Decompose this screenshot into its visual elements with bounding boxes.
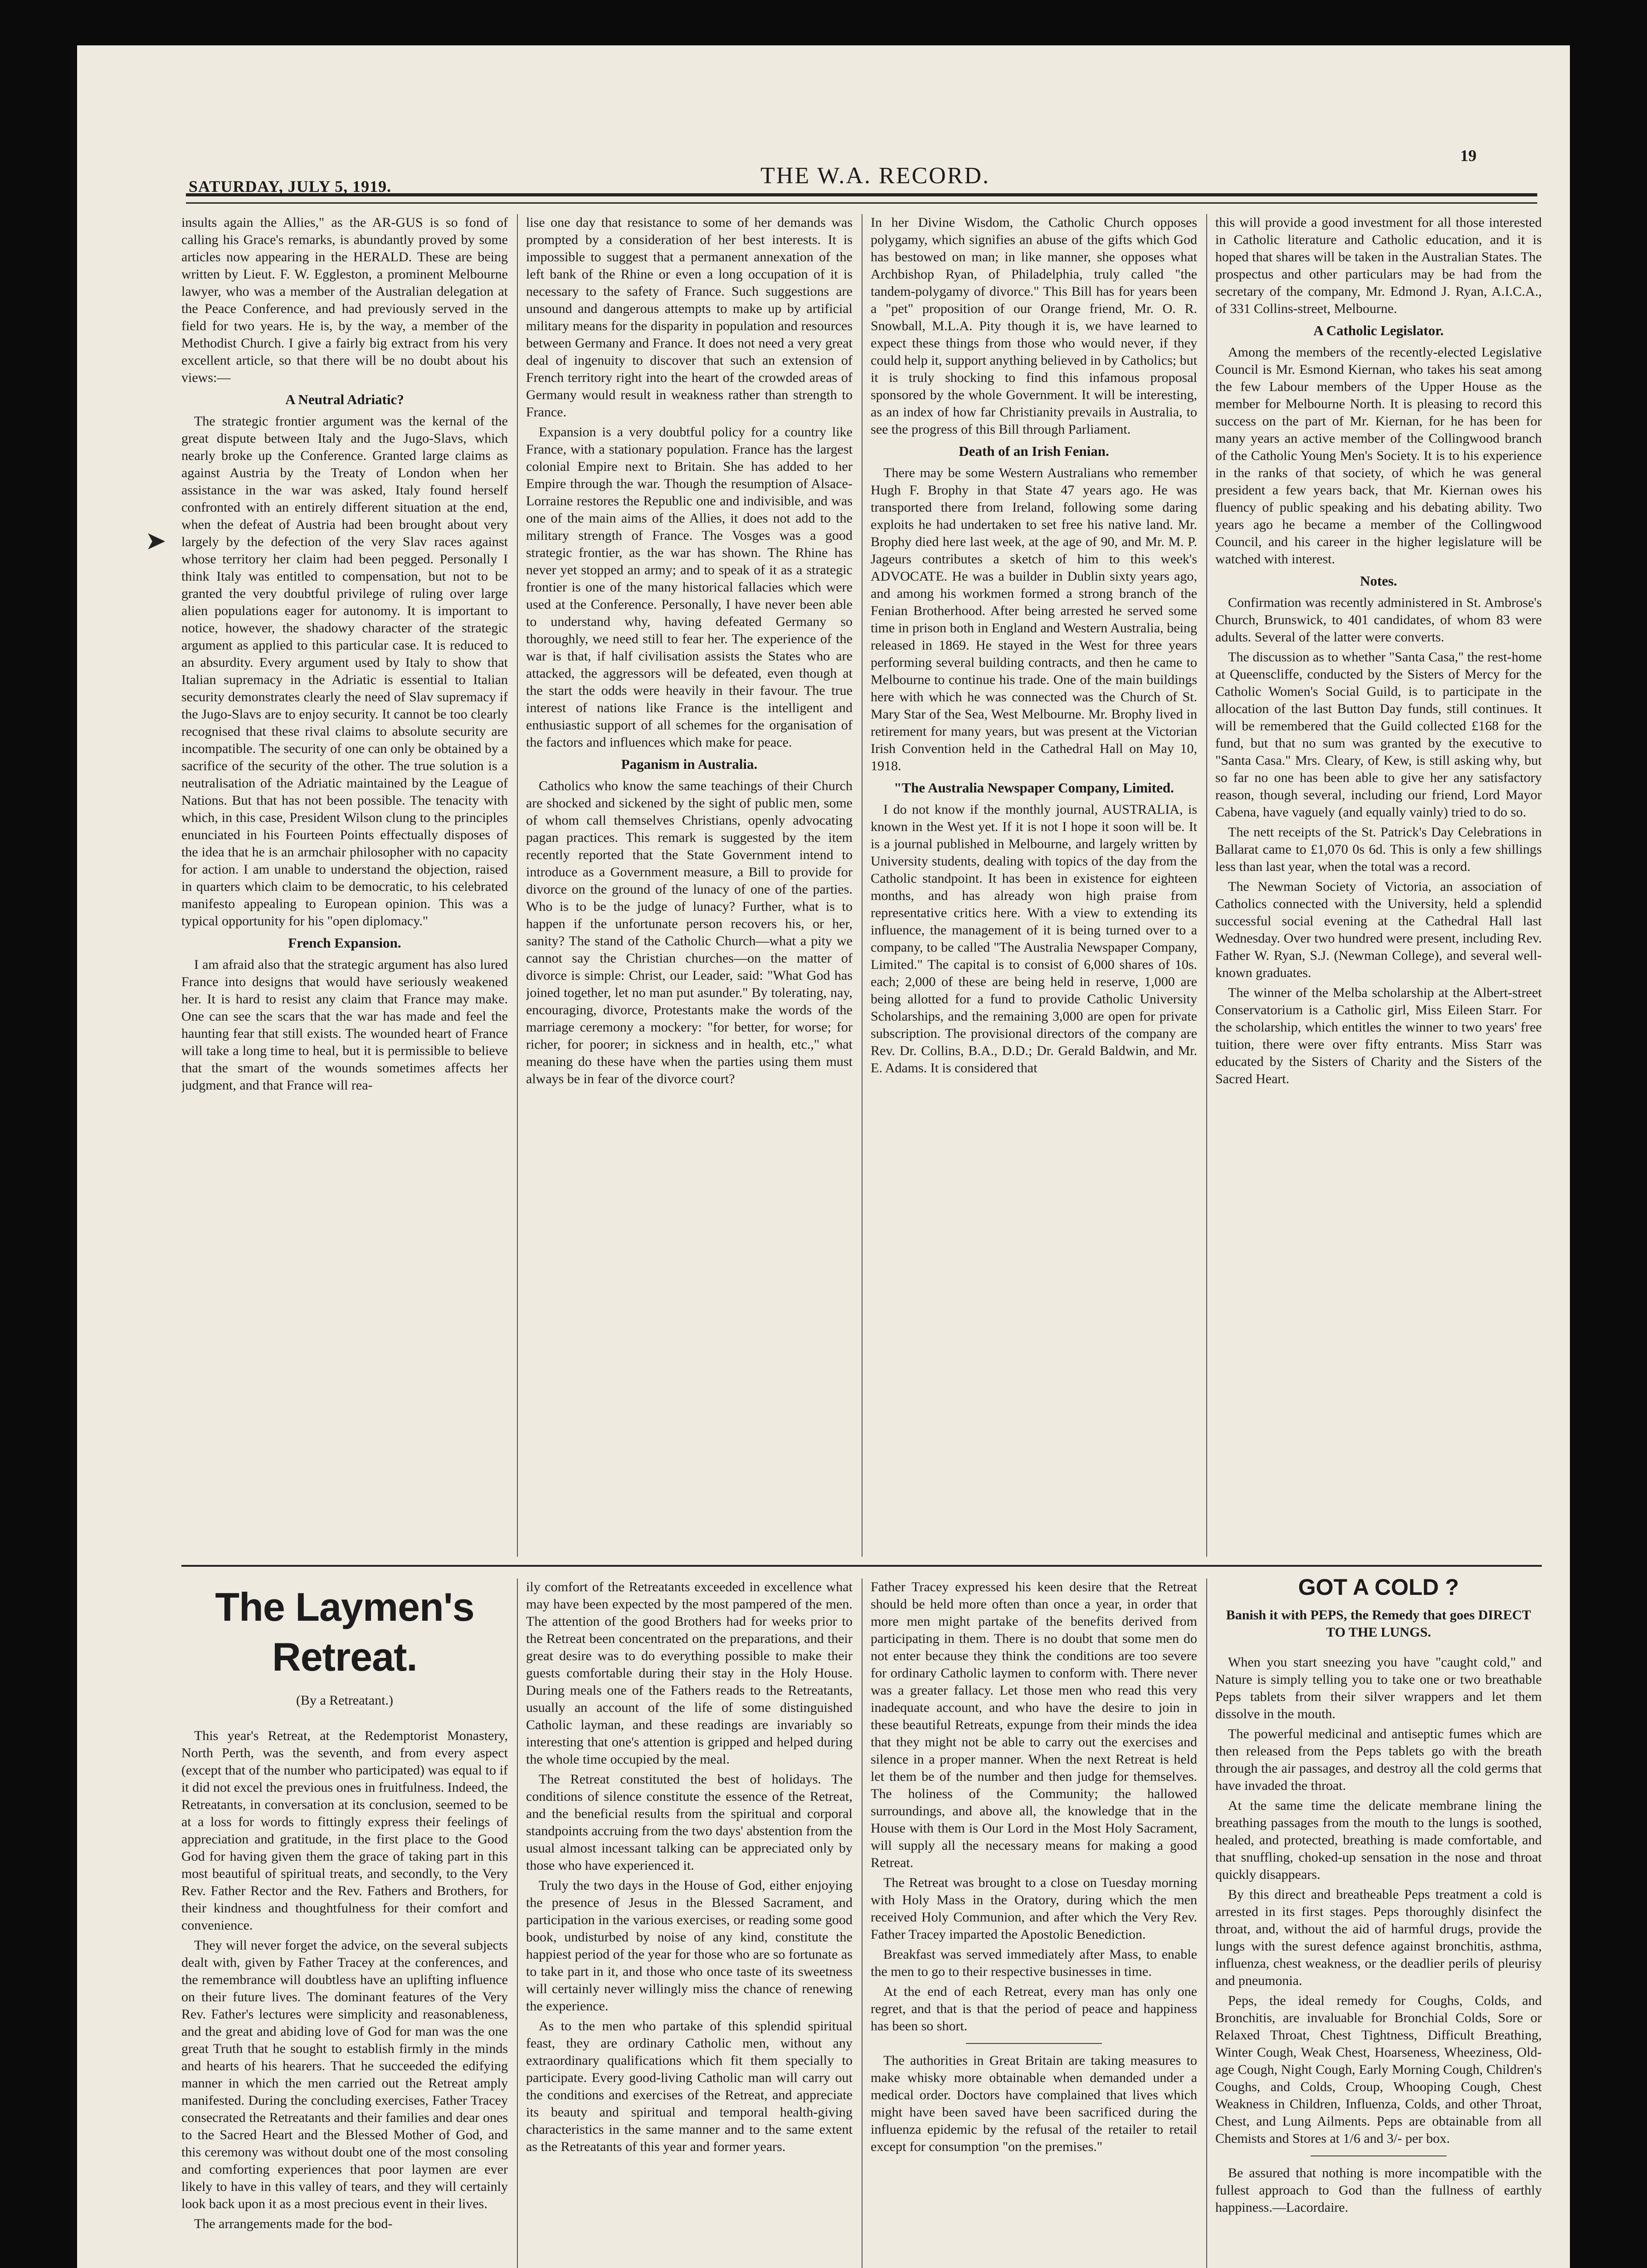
section-heading: A Neutral Adriatic? [285, 391, 404, 407]
article-paragraph: this will provide a good investment for all those interested in Catholic literature and Catholic education, and it is hoped that shares will be taken in the Australian States. The prospectus and other particulars may be had from the secretary of the company, Mr. Edmond J. Ryan, A.I.C.A., of 331 Collins-street, Melbourne. [1215, 215, 1542, 316]
article-paragraph: Among the members of the recently-elected Legislative Council is Mr. Esmond Kiernan, who takes his seat among the few Labour members of the Upper House as the member for Melbourne North. It is pleasing to record this success on the part of Mr. Kiernan, for he has been for many years an active member of the Collingwood branch of the Catholic Young Men's Society. It is to his experience in the ranks of that society, of which he was general president a few years back, that Mr. Kiernan owes his fluency of public speaking and his debating ability. Two years ago he became a member of the Collingwood Council, and his career in the higher legislature will be watched with interest. [1215, 345, 1542, 567]
masthead: THE W.A. RECORD. [760, 163, 990, 189]
article-paragraph: I do not know if the monthly journal, AUSTRALIA, is known in the West yet. If it is not I hope it soon will be. It is a journal published in Melbourne, and largely written by University students, dealing with topics of the day from the Catholic standpoint. It has been in existence for eighteen months, and has already won high praise from representative critics here. With a view to extending its influence, the management of it is being turned over to a company, to be called "The Australia Newspaper Company, Limited." The capital is to consist of 6,000 shares of 10s. each; 2,000 of these are being held in reserve, 1,000 are being allotted for a fund to provide Catholic University Scholarships, and the remaining 3,000 are open for private subscription. The provisional directors of the company are Rev. Dr. Collins, B.A., D.D.; Dr. Gerald Baldwin, and Mr. E. Adams. It is considered that [871, 802, 1197, 1075]
article-paragraph: Expansion is a very doubtful policy for a country like France, with a stationary population. France has the largest colonial Empire next to Britain. She has added to her Empire through the war. Though the resumption of Alsace-Lorraine restores the Republic one and indivisible, and was one of the main aims of the Allies, it does not add to the military strength of France. The Vosges was a good strategic frontier, as the war has shown. The Rhine has never yet stopped an army; and to speak of it as a strategic frontier is one of the many historical fallacies which were used at the Conference. Personally, I have never been able to understand why, having defeated Germany so thoroughly, we need still to fear her. The experience of the war is that, if half civilisation assists the States who are attacked, the aggressors will be defeated, even though at the start the odds were heavily in their favour. The true interest of nations like France is the intelligent and enthusiastic support of all schemes for the organisation of the factors and influences which make for peace. [526, 425, 853, 750]
article-paragraph: The arrangements made for the bod- [194, 2216, 393, 2231]
column-2 [526, 214, 853, 1557]
article-paragraph: They will never forget the advice, on the several subjects dealt with, given by Father Tracey at the conferences, and the remembrance will doubtless have an uplifting influence on their future lives. The dominant features of the Very Rev. Father's lectures were simplicity and reasonableness, and the great and abiding love of God for man was the one great Truth that he sought to establish firmly in the minds and hearts of his hearers. That he succeeded the edifying manner in which the men carried out the Retreat amply manifested. During the concluding exercises, Father Tracey consecrated the Retreatants and their families and dear ones to the Sacred Heart and the Blessed Mother of God, and this ceremony was without doubt one of the most consoling and comforting experiences that poor laymen are ever likely to have in this valley of tears, and they will certainly look back upon it as a most precious event in their lives. [181, 1938, 508, 2211]
ad-subtitle: Banish it with PEPS, the Remedy that goes DIRECT TO THE LUNGS. [1226, 1608, 1531, 1640]
article-paragraph: insults again the Allies," as the AR-GUS is so fond of calling his Grace's remarks, is abundantly proved by some articles now appearing in the HERALD. These are being written by Lieut. F. W. Eggleston, a prominent Melbourne lawyer, who was a member of the Australian delegation at the Peace Conference, and had previously served in the field for two years. He is, by the way, a member of the Methodist Church. I give a fairly big extract from his very excellent article, so that there will be no doubt about his views:— [181, 215, 508, 385]
issue-date: SATURDAY, JULY 5, 1919. [189, 177, 392, 196]
ad-title: GOT A COLD ? [1298, 1579, 1459, 1600]
article-paragraph: The Retreat was brought to a close on Tuesday morning with Holy Mass in the Oratory, during which the men received Holy Communion, and after which the Very Rev. Father Tracey imparted the Apostolic Benediction. [871, 1875, 1197, 1942]
ad-paragraph: The powerful medicinal and antiseptic fumes which are then released from the Peps tablets go with the breath through the air passages, and destroy all the cold germs that have invaded the throat. [1215, 1726, 1542, 1793]
column-4 [1215, 214, 1542, 1557]
article-paragraph: ily comfort of the Retreatants exceeded in excellence what may have been expected by the most pampered of the men. The attention of the good Brothers had for weeks prior to the Retreat been concentrated on the preparations, and their great desire was to do everything possible to make their guests comfortable during their stay in the Holy House. During meals one of the Fathers reads to the Retreatants, usually an account of the life of some distinguished Catholic layman, and these readings are invariably so interesting that one's attention is gripped and helped during the whole time occupied by the meal. [526, 1579, 853, 1767]
article-paragraph: This year's Retreat, at the Redemptorist Monastery, North Perth, was the seventh, and from every aspect (except that of the number who participated) was equal to if it did not excel the previous ones in fruitfulness. Indeed, the Retreatants, in conversation at its conclusion, seemed to be at a loss for words to fittingly express their feelings of appreciation and gratitude, in the first place to the Good God for having given them the grace of taking part in this most beautiful of spiritual treats, and secondly, to the Very Rev. Father Rector and the Rev. Fathers and Brothers, for their kindness and thoughtfulness for their comfort and convenience. [181, 1728, 508, 1933]
header-rule [186, 193, 1537, 196]
article-paragraph: In her Divine Wisdom, the Catholic Church opposes polygamy, which signifies an abuse of the gifts which God has bestowed on man; in like manner, she opposes what Archbishop Ryan, of Philadelphia, truly called "the tandem-polygamy of divorce." This Bill has for years been a "pet" proposition of our Orange friend, Mr. O. R. Snowball, M.L.A. Pity though it is, we have learned to expect these things from those who would never, if they could help it, support anything believed in by Catholics; but it is truly shocking to find this infamous proposal sponsored by the whole Government. It will be interesting, as an index of how far Christianity prevails in Australia, to see the progress of this Bill through Parliament. [871, 215, 1197, 437]
retreat-title: The Laymen's Retreat. [215, 1584, 474, 1679]
article-paragraph: At the end of each Retreat, every man has only one regret, and that is that the period of peace and happiness has been so short. [871, 1984, 1197, 2033]
ad-paragraph: At the same time the delicate membrane lining the breathing passages from the mouth to the lungs is soothed, healed, and protected, breathing is made comfortable, and that snuffling, choked-up sensation in the nose and throat quickly disappears. [1215, 1798, 1542, 1882]
article-paragraph: The Newman Society of Victoria, an association of Catholics connected with the University, held a splendid successful social evening at the Cathedral Hall last Wednesday. Over two hundred were present, including Rev. Father W. Ryan, S.J. (Newman College), and several well-known graduates. [1215, 879, 1542, 980]
retreat-column-3 [871, 1579, 1197, 2268]
retreat-byline: (By a Retreatant.) [296, 1693, 394, 1708]
article-paragraph: Breakfast was served immediately after Mass, to enable the men to go to their respective businesses in time. [871, 1947, 1197, 1979]
article-paragraph: Catholics who know the same teachings of their Church are shocked and sickened by the sight of public men, some of whom call themselves Christians, openly advocating pagan practices. This remark is suggested by the item recently reported that the State Government intend to introduce as a Government measure, a Bill to provide for divorce on the ground of the lunacy of one of the parties. Who is to be the judge of lunacy? Further, what is to happen if the unfortunate person recovers his, or her, sanity? The stand of the Catholic Church—what a pity we cannot say the Christian churches—on the matter of divorce is simple: Christ, our Leader, said: "What God has joined together, let no man put asunder." By tolerating, nay, encouraging, divorce, Protestants make the words of the marriage ceremony a mockery: "for better, for worse; for richer, for poorer; in sickness and in health, etc.," what meaning do these have when the parties using them must always be in fear of the divorce court? [526, 778, 853, 1086]
article-paragraph: As to the men who partake of this splendid spiritual feast, they are ordinary Catholic men, without any extraordinary qualifications which fit them specially to participate. Every good-living Catholic man will carry out the conditions and exercises of the Retreat, and appreciate its beauty and spiritual and temporal health-giving characteristics in the same manner and to the same extent as the Retreatants of this year and former years. [526, 2019, 853, 2154]
section-heading: Death of an Irish Fenian. [959, 443, 1109, 459]
section-divider [181, 1565, 1542, 1567]
page-number: 19 [1460, 147, 1476, 165]
article-paragraph: Confirmation was recently administered in St. Ambrose's Church, Brunswick, to 401 candidates, of whom 83 were adults. Several of the latter were converts. [1215, 595, 1542, 645]
section-heading: "The Australia Newspaper Company, Limited. [894, 780, 1174, 796]
article-paragraph: There may be some Western Australians who remember Hugh F. Brophy in that State 47 years ago. He was transported there from Ireland, following some daring exploits he had undertaken to set free his native land. Mr. Brophy died here last week, at the age of 90, and Mr. M. P. Jageurs contributes a sketch of him to this week's ADVOCATE. He was a builder in Dublin sixty years ago, and among his workmen formed a strong branch of the Fenian Brotherhood. After being arrested he served some time in prison both in England and Western Australia, being released in 1869. He stayed in the West for three years performing several building contracts, and then he came to Melbourne to continue his trade. One of the main buildings here with which he was connected was the Church of St. Mary Star of the Sea, West Melbourne. Mr. Brophy lived in retirement for many years, but was present at the Victorian Irish Convention held in the Cathedral Hall on May 10, 1918. [871, 465, 1197, 773]
retreat-column-1 [181, 1579, 508, 2268]
article-paragraph: The nett receipts of the St. Patrick's Day Celebrations in Ballarat came to £1,070 0s 6d. This is only a few shillings less than last year, when the total was a record. [1215, 825, 1542, 874]
column-divider [1206, 1579, 1207, 2268]
header-rule-thin [186, 202, 1537, 204]
article-paragraph: Truly the two days in the House of God, either enjoying the presence of Jesus in the Blessed Sacrament, and participation in the various exercises, or reading some good book, undisturbed by noise of any kind, constitute the happiest period of the year for those who are so fortunate as to take part in it, and those who once taste of its sweetness will certainly never willingly miss the chance of renewing the experience. [526, 1878, 853, 2014]
column-divider [517, 214, 518, 1557]
article-paragraph: lise one day that resistance to some of her demands was prompted by a consideration of her best interests. It is impossible to suggest that a permanent annexation of the left bank of the Rhine or even a long occupation of it is necessary to the safety of France. Such suggestions are unsound and dangerous attempts to make up by artificial military means for the disparity in population and resources between Germany and France. It does not need a very great deal of ingenuity to discover that such an extension of French territory right into the heart of the crowded areas of Germany would result in weakness rather than strength to France. [526, 215, 853, 420]
section-heading: French Expansion. [288, 935, 401, 951]
article-paragraph: The winner of the Melba scholarship at the Albert-street Conservatorium is a Catholic girl, Miss Eileen Starr. For the scholarship, which entitles the winner to two years' free tuition, there were over fifty entrants. Miss Starr was educated by the Sisters of Charity and the Sisters of the Sacred Heart. [1215, 985, 1542, 1086]
ad-paragraph: Peps, the ideal remedy for Coughs, Colds, and Bronchitis, are invaluable for Bronchial Colds, Sore or Relaxed Throat, Chest Tightness, Difficult Breathing, Winter Cough, Weak Chest, Hoarseness, Wheeziness, Old-age Cough, Night Cough, Early Morning Cough, Children's Coughs, and Colds, Croup, Whooping Cough, Chest Weakness in Children, Influenza, Colds, and other Throat, Chest, and Lung Ailments. Peps are obtainable from all Chemists and Stores at 1/6 and 3/- per box. [1215, 1993, 1542, 2146]
article-paragraph: The Retreat constituted the best of holidays. The conditions of silence constitute the essence of the Retreat, and the beneficial results from the spiritual and corporal standpoints accruing from the two days' abstention from the usual almost incessant talking can be appreciated only by those who have experienced it. [526, 1772, 853, 1873]
column-1 [181, 214, 508, 1557]
retreat-column-2 [526, 1579, 853, 2268]
section-heading: Notes. [1360, 573, 1397, 589]
section-heading: A Catholic Legislator. [1313, 323, 1444, 338]
article-paragraph: The authorities in Great Britain are taking measures to make whisky more obtainable when demanded under a medical order. Doctors have complained that lives which might have been saved have been sacrificed during the influenza epidemic by the refusal of the retailer to retail except for consumption "on the premises." [871, 2053, 1197, 2154]
article-paragraph: The discussion as to whether "Santa Casa," the rest-home at Queenscliffe, conducted by the Sisters of Mercy for the Catholic Women's Social Guild, is to participate in the allocation of the last Button Day funds, still continues. It will be remembered that the Guild collected £168 for the fund, but that no sum was granted by the executive to "Santa Casa." Mrs. Cleary, of Kew, is still asking why, but so far no one has been able to give her any satisfactory reason, though several, including our friend, Lord Mayor Cabena, have vaguely (and equally vainly) tried to do so. [1215, 650, 1542, 820]
column-divider [1206, 214, 1207, 1557]
article-paragraph: The strategic frontier argument was the kernal of the great dispute between Italy and the Jugo-Slavs, which nearly broke up the Conference. Granted large claims as against Austria by the Treaty of London when her assistance in the war was asked, Italy found herself confronted with an entirely different situation at the end, when the defeat of Austria had been brought about very largely by the defection of the very Slav races against whose territory her claim had been pegged. Personally I think Italy was entitled to compensation, but not to be granted the very doubtful privilege of ruling over large alien populations eager for autonomy. It is important to notice, however, the shadowy character of the strategic argument as applied to this particular case. It is reduced to an absurdity. Every argument used by Italy to show that Italian supremacy in the Adriatic is essential to Italian security demonstrates clearly the need of Slav supremacy if the Jugo-Slavs are to enjoy security. It cannot be too clearly recognised that these rival claims to absolute security are incompatible. The security of one can only be obtained by a sacrifice of the security of the other. The true solution is a neutralisation of the Adriatic maintained by the League of Nations. But that has not been possible. The tenacity with which, in this case, President Wilson clung to the principles enunciated in his Fourteen Points effectually disposes of the idea that he is an armchair philosopher with no capacity for action. I am unable to understand the objection, raised in quarters which claim to be democratic, to his celebrated manifesto appealing to European opinion. This was a typical opportunity for his "open diplomacy." [181, 414, 508, 929]
article-paragraph: Father Tracey expressed his keen desire that the Retreat should be held more often than once a year, in order that more men might partake of the benefits derived from participating in them. There is no doubt that some men do not enter because they think the conditions are too severe for ordinary Catholic laymen to conform with. There never was a greater fallacy. Let those men who read this very inadequate account, and who have the desire to join in these beautiful Retreats, expunge from their minds the idea that they might not be able to carry out the exercises and silence in a proper manner. When the next Retreat is held let them be of the number and then judge for themselves. The holiness of the Community; the hallowed surroundings, and above all, the knowledge that in the House with them is Our Lord in the Most Holy Sacrament, will supply all the necessary means for making a good Retreat. [871, 1579, 1197, 1870]
column-divider [517, 1579, 518, 2268]
ad-paragraph: By this direct and breatheable Peps treatment a cold is arrested in its first stages. Peps thoroughly disinfect the throat, and, without the aid of harmful drugs, provide the lungs with the surest defence against bronchitis, asthma, influenza, chest weakness, or the deadlier perils of pleurisy and pneumonia. [1215, 1887, 1542, 1988]
lacordaire-quote: Be assured that nothing is more incompatible with the fullest approach to God than the fullness of earthly happiness.—Lacordaire. [1215, 2165, 1542, 2215]
column-3 [871, 214, 1197, 1557]
article-paragraph: I am afraid also that the strategic argument has also lured France into designs that would have seriously weakened her. It is hard to resist any claim that France may make. One can see the scars that the war has made and feel the haunting fear that still exists. The wounded heart of France will take a long time to heal, but it is permissible to believe that the smart of the wounds sometimes affects her judgment, and that France will rea- [181, 957, 508, 1093]
section-heading: Paganism in Australia. [621, 756, 758, 772]
newspaper-page [77, 45, 1570, 2268]
margin-arrow-mark: ➤ [145, 527, 166, 555]
ad-paragraph: When you start sneezing you have "caught cold," and Nature is simply telling you to take one or two breathable Peps tablets from their silver wrappers and let them dissolve in the mouth. [1215, 1655, 1542, 1721]
paragraph-divider [966, 2043, 1102, 2044]
peps-advertisement [1215, 1579, 1542, 2268]
